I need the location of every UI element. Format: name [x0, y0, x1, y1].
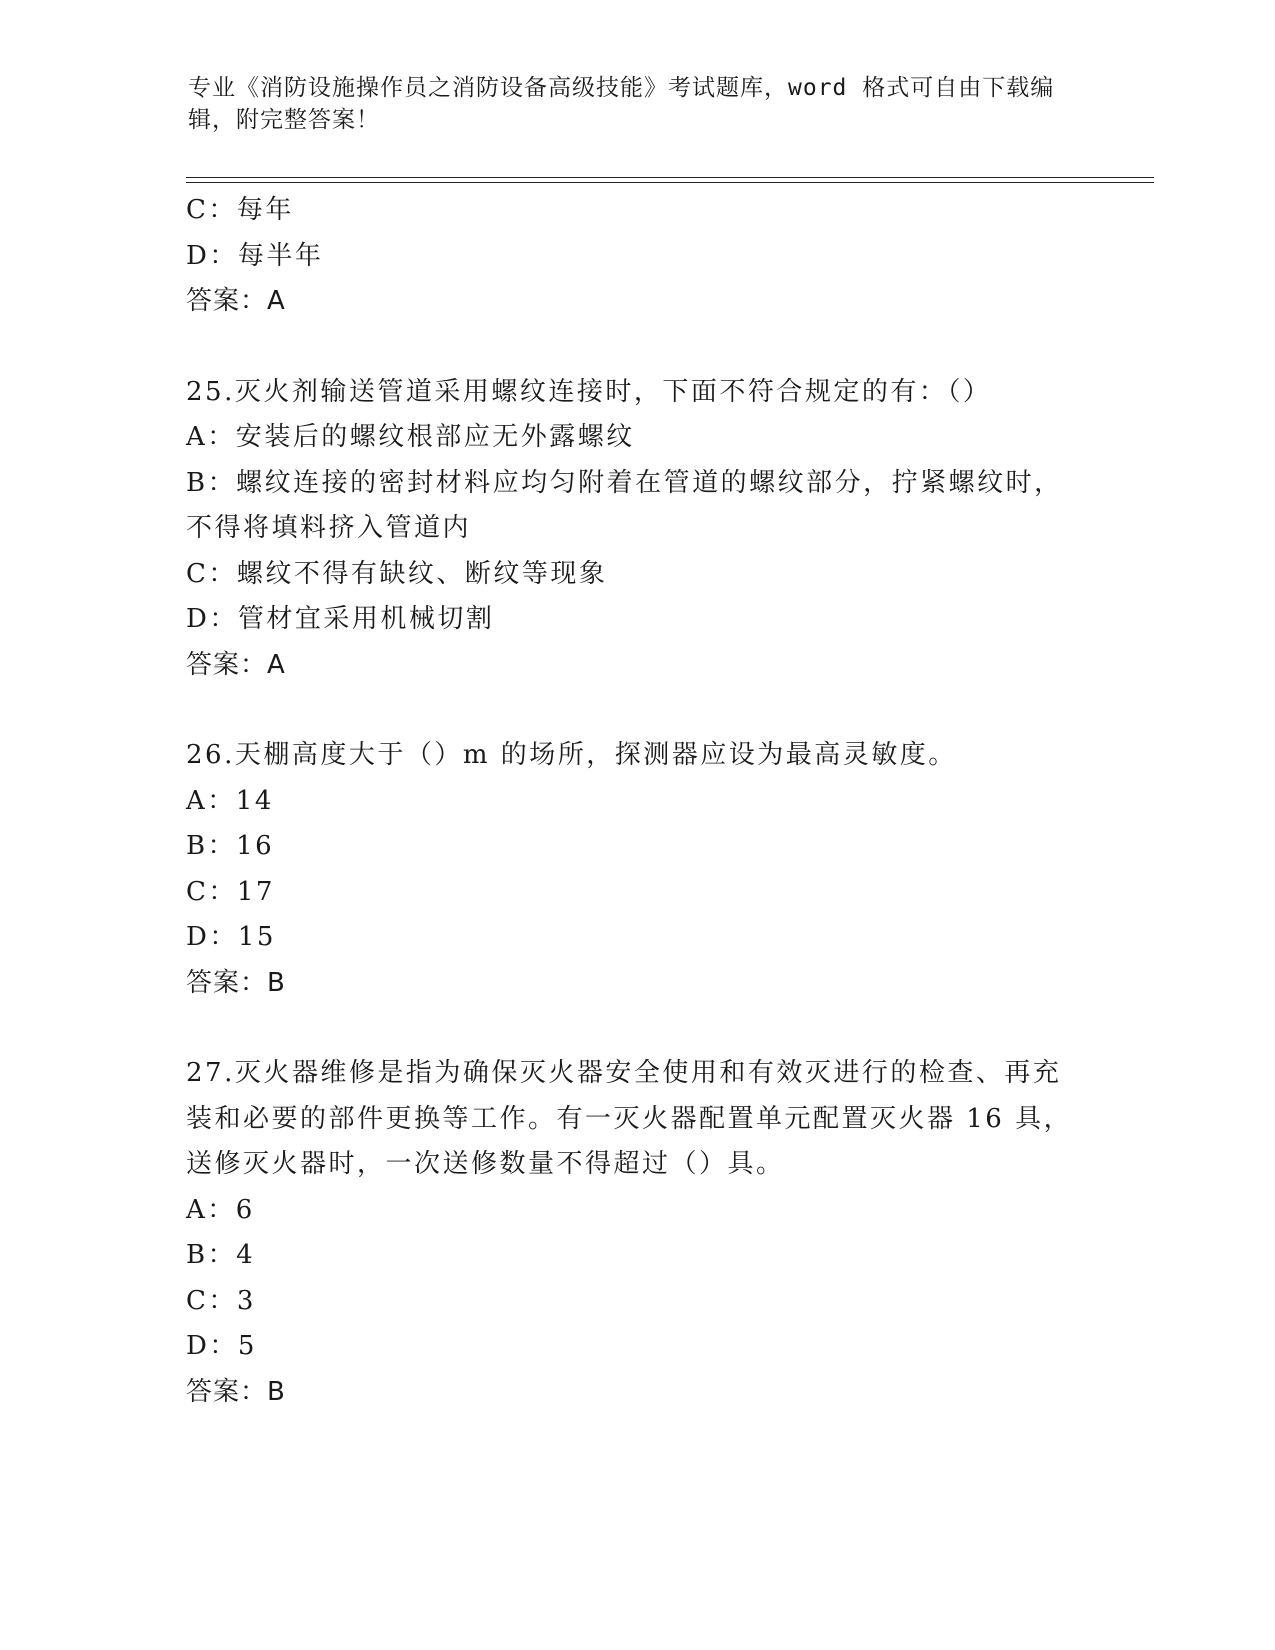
answer-line: 答案：B	[186, 1376, 286, 1407]
option-c: C：3	[186, 1285, 256, 1316]
question-text: 26.天棚高度大于（）m 的场所，探测器应设为最高灵敏度。	[186, 740, 957, 770]
question-text-line-2: 装和必要的部件更换等工作。有一灭火器配置单元配置灭火器 16 具，	[186, 1103, 1073, 1134]
option-a: A：6	[186, 1194, 255, 1225]
header-line-2: 辑，附完整答案！	[188, 107, 380, 133]
question-25	[186, 370, 1086, 689]
question-26	[186, 733, 1086, 1006]
question-text: 25.灭火剂输送管道采用螺纹连接时，下面不符合规定的有：（）	[186, 376, 992, 407]
option-c: C：17	[186, 876, 275, 907]
option-b-continued: 不得将填料挤入管道内	[186, 513, 472, 543]
option-d: D：管材宜采用机械切割	[186, 604, 495, 634]
option-b: B：16	[186, 831, 275, 861]
answer-line: 答案：A	[186, 286, 286, 316]
option-d: D：每半年	[186, 240, 324, 271]
header-divider-top	[186, 177, 1154, 178]
header-divider-bottom	[186, 182, 1154, 183]
option-d: D：15	[186, 922, 276, 952]
option-a: A：安装后的螺纹根部应无外露螺纹	[186, 422, 635, 452]
header-line-1: 专业《消防设施操作员之消防设备高级技能》考试题库，word 格式可自由下载编	[188, 75, 1055, 101]
document-header	[188, 72, 1078, 136]
document-body	[186, 188, 1086, 1415]
option-c: C：螺纹不得有缺纹、断纹等现象	[186, 558, 608, 589]
question-24-continued	[186, 188, 1086, 325]
option-a: A：14	[186, 785, 274, 816]
option-b: B：4	[186, 1240, 256, 1270]
answer-line: 答案：A	[186, 649, 286, 680]
question-text-line-3: 送修灭火器时，一次送修数量不得超过（）具。	[186, 1149, 785, 1179]
question-27	[186, 1051, 1086, 1415]
option-b: B：螺纹连接的密封材料应均匀附着在管道的螺纹部分，拧紧螺纹时，	[186, 467, 1063, 498]
question-text-line-1: 27.灭火器维修是指为确保灭火器安全使用和有效灭进行的检查、再充	[186, 1058, 1062, 1088]
option-d: D：5	[186, 1331, 257, 1361]
option-c: C：每年	[186, 195, 294, 225]
answer-line: 答案：B	[186, 967, 286, 998]
